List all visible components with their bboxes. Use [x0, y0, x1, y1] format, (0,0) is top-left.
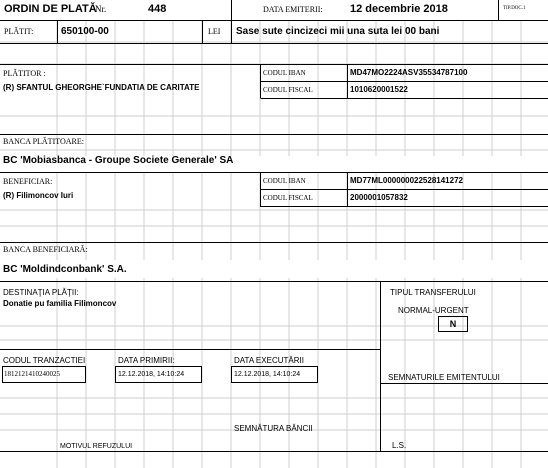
- payer-fiscal-value: 1010620001522: [350, 85, 408, 94]
- payer-fiscal-label: CODUL FISCAL: [263, 86, 313, 94]
- number-label: Nr.: [95, 4, 107, 14]
- issue-date-label: DATA EMITERII:: [263, 5, 323, 14]
- executed-date-label: DATA EXECUTĂRII: [234, 356, 304, 365]
- transaction-code-label: CODUL TRANZACTIEI: [3, 356, 86, 365]
- received-date-label: DATA PRIMIRII:: [118, 356, 175, 365]
- beneficiary-fiscal-label: CODUL FISCAL: [263, 194, 313, 202]
- transaction-code-value: 1812121410240025: [2, 366, 86, 383]
- beneficiary-iban-value: MD77ML000000022528141272: [350, 176, 463, 185]
- doc-type-code: TIP.DOC.1: [503, 6, 526, 11]
- payer-name: (R) SFANTUL GHEORGHE`FUNDATIA DE CARITATE: [3, 83, 200, 92]
- executed-date-value: 12.12.2018, 14:10:24: [231, 366, 318, 383]
- payment-purpose-label: DESTINAŢIA PLĂŢII:: [3, 288, 79, 297]
- beneficiary-fiscal-value: 2000001057832: [350, 193, 408, 202]
- issue-date-value: 12 decembrie 2018: [350, 3, 448, 15]
- amount-in-words: Sase sute cincizeci mii una suta lei 00 bani: [236, 26, 440, 37]
- issuer-signatures-label: SEMNATURILE EMITENTULUI: [388, 373, 500, 382]
- payer-label: PLĂTITOR :: [3, 69, 46, 78]
- payment-purpose-value: Donatie pu familia Filimoncov: [3, 299, 117, 308]
- document-number: 448: [148, 3, 167, 15]
- seal-label: L.S.: [392, 441, 407, 450]
- amount-label: PLĂTIT:: [4, 27, 34, 36]
- beneficiary-iban-label: CODUL IBAN: [263, 177, 306, 185]
- payer-iban-value: MD47MO2224ASV35534787100: [350, 68, 468, 77]
- transfer-mode-label: NORMAL-URGENT: [398, 306, 469, 315]
- payer-bank-name: BC 'Mobiasbanca - Groupe Societe Generale' SA: [3, 155, 234, 166]
- payer-iban-label: CODUL IBAN: [263, 69, 306, 77]
- amount-value: 650100-00: [61, 26, 109, 37]
- beneficiary-name: (R) Filimoncov Iuri: [3, 191, 74, 200]
- transfer-type-label: TIPUL TRANSFERULUI: [390, 288, 476, 297]
- currency-label: LEI: [208, 27, 221, 36]
- transfer-mode-value: N: [438, 316, 468, 332]
- payer-bank-label: BANCA PLĂTITOARE:: [3, 137, 84, 146]
- received-date-value: 12.12.2018, 14:10:24: [115, 366, 202, 383]
- refusal-reason-label: MOTIVUL REFUZULUI: [60, 443, 133, 450]
- beneficiary-label: BENEFICIAR:: [3, 177, 53, 186]
- document-title: ORDIN DE PLATĂ: [4, 3, 97, 15]
- beneficiary-bank-name: BC 'Moldindconbank' S.A.: [3, 264, 127, 275]
- beneficiary-bank-label: BANCA BENEFICIARĂ:: [3, 245, 88, 254]
- bank-signature-label: SEMNĂTURA BĂNCII: [234, 424, 313, 433]
